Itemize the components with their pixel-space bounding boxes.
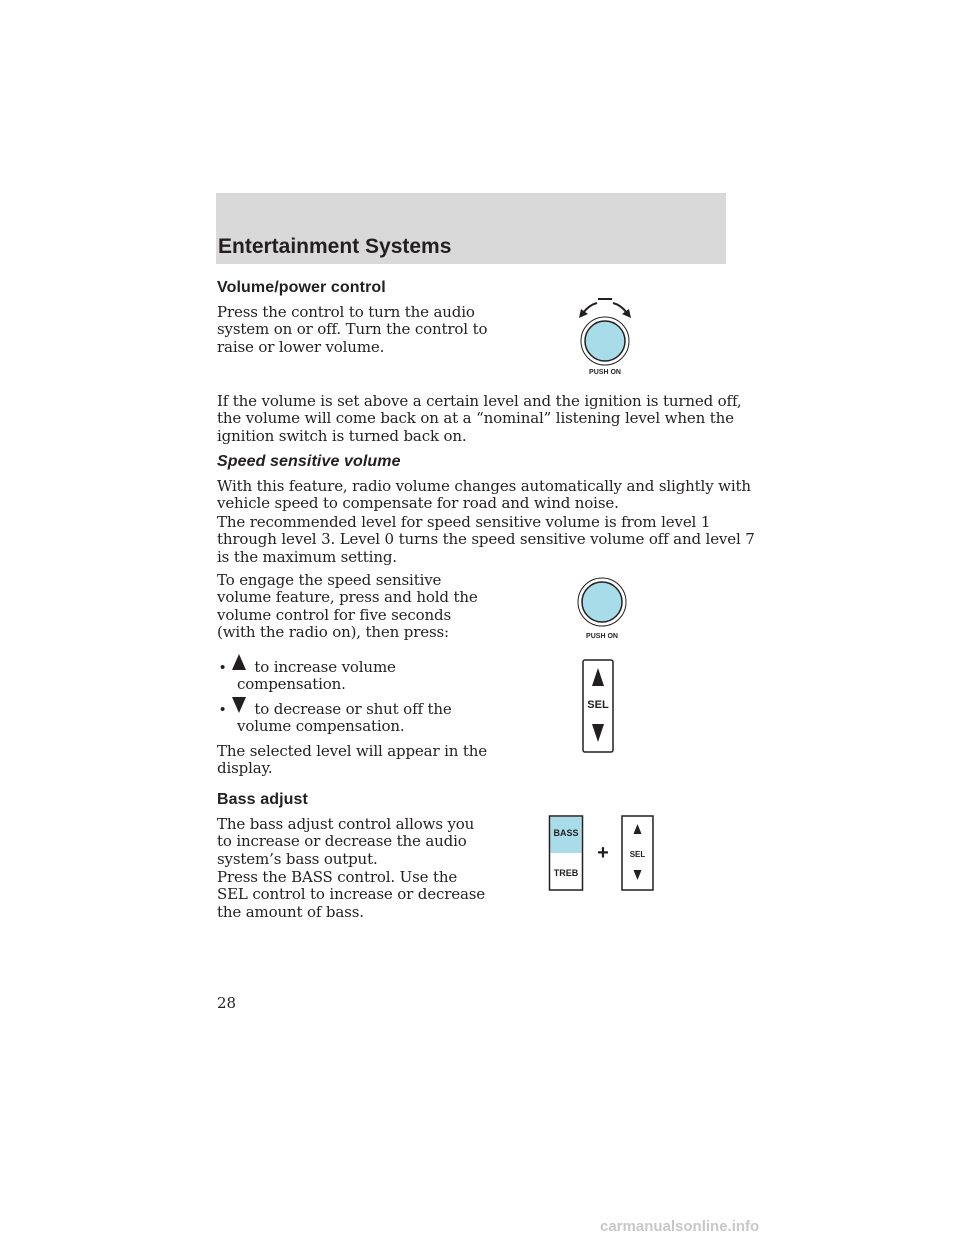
sel-control-small	[622, 816, 653, 890]
push-on-knob-figure	[570, 576, 636, 642]
heading-volume-power-control: Volume/power control	[217, 279, 386, 296]
paragraph-speed-levels: The recommended level for speed sensitive volume is from level 1 through level 3. Level 0 turns the speed sensitive volume off and level 7 is the maximum setting.	[217, 513, 755, 566]
paragraph-bass-intro: The bass adjust control allows you to increase or decrease the audio system’s bass output.	[217, 815, 475, 868]
header-bar	[216, 193, 726, 264]
rotate-arrows-icon	[579, 299, 631, 318]
push-on-label: PUSH ON	[586, 633, 618, 640]
sel-label: SEL	[587, 699, 609, 711]
watermark[interactable]: carmanualsonline.info	[600, 1218, 760, 1235]
bass-label: BASS	[553, 828, 579, 838]
down-triangle-icon	[228, 697, 250, 715]
heading-speed-sensitive-volume: Speed sensitive volume	[217, 453, 401, 470]
up-triangle-icon	[228, 654, 250, 672]
treb-label: TREB	[553, 868, 579, 878]
paragraph-selected-level: The selected level will appear in the display.	[217, 742, 487, 778]
paragraph-volume-intro: Press the control to turn the audio system on or off. Turn the control to raise or lower volume.	[217, 303, 488, 356]
bass-sel-figure	[548, 814, 658, 894]
knob-face	[582, 582, 622, 622]
push-on-label: PUSH ON	[589, 369, 621, 376]
volume-knob-figure	[560, 296, 650, 380]
paragraph-volume-nominal: If the volume is set above a certain level and the ignition is turned off, the volume will come back on at a “nominal” listening level when the ignition switch is turned back on.	[217, 392, 742, 445]
paragraph-speed-intro: With this feature, radio volume changes automatically and slightly with vehicle speed to compensate for road and wind noise.	[217, 477, 751, 513]
sel-label: SEL	[629, 850, 646, 859]
paragraph-speed-engage: To engage the speed sensitive volume feature, press and hold the volume control for five seconds (with the radio on), then press:	[217, 571, 478, 642]
bullet-increase: • to increase volume compensation.	[220, 659, 396, 694]
page-header-title: Entertainment Systems	[218, 235, 452, 258]
bass-treb-control	[550, 816, 583, 890]
paragraph-bass-press: Press the BASS control. Use the SEL control to increase or decrease the amount of bass.	[217, 868, 486, 921]
plus-sign: +	[597, 842, 609, 864]
heading-bass-adjust: Bass adjust	[217, 791, 308, 808]
page-number: 28	[217, 994, 237, 1012]
sel-control-figure	[581, 658, 615, 754]
knob-face	[585, 321, 625, 361]
bullet-decrease: • to decrease or shut off the volume compensation.	[220, 701, 452, 736]
